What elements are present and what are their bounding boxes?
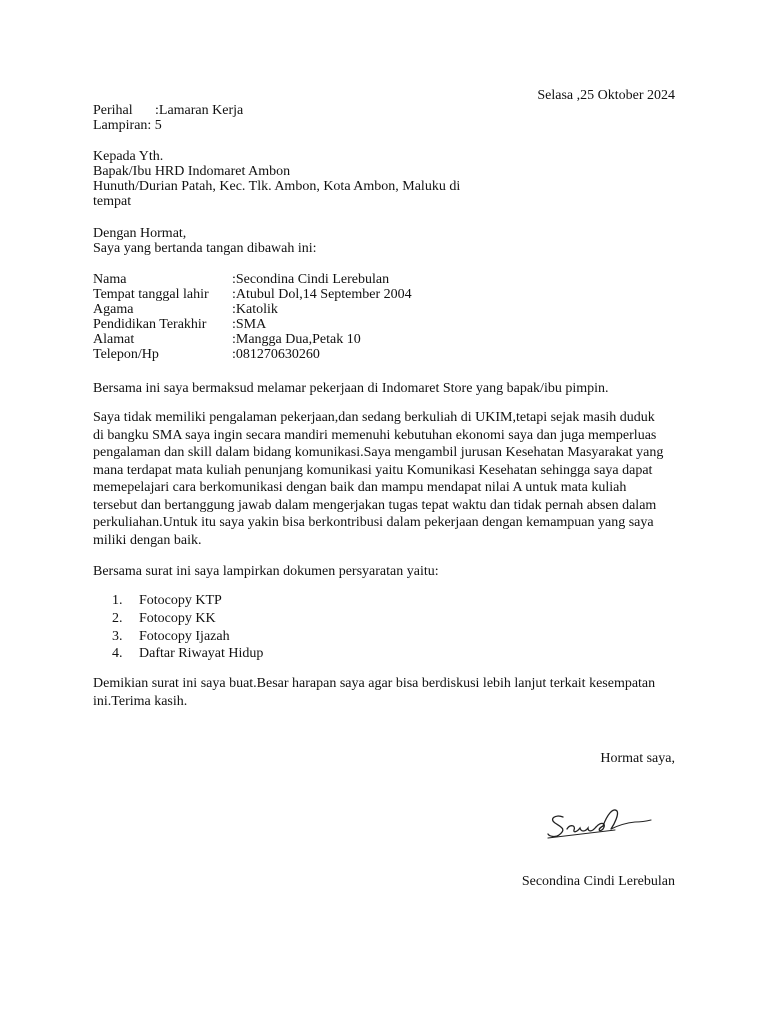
recipient-address-line1: Hunuth/Durian Patah, Kec. Tlk. Ambon, Kota Ambon, Maluku di	[93, 179, 461, 194]
paragraph-line: miliki dengan baik.	[93, 532, 202, 548]
intro-text: Saya yang bertanda tangan dibawah ini:	[93, 241, 317, 256]
documents-list	[112, 592, 263, 663]
identity-key: Agama	[93, 302, 134, 317]
recipient-block	[93, 149, 460, 209]
identity-value: :Atubul Dol,14 September 2004	[232, 287, 412, 302]
paragraph-closing	[93, 675, 683, 710]
list-item-label: Daftar Riwayat Hidup	[139, 646, 264, 662]
identity-value: :081270630260	[232, 347, 320, 362]
recipient-to: Kepada Yth.	[93, 149, 164, 164]
paragraph-line: perkuliahan.Untuk itu saya yakin bisa berkontribusi dalam pekerjaan dengan kemampuan yang saya	[93, 515, 654, 530]
greeting-block	[93, 226, 317, 256]
identity-row	[93, 287, 412, 302]
closing-salutation: Hormat saya,	[600, 751, 675, 766]
identity-value: :Katolik	[232, 302, 278, 317]
identity-value: :Mangga Dua,Petak 10	[232, 332, 361, 347]
paragraph-line: tersebut dan bertanggung jawab dalam mengerjakan tugas tepat waktu dan tidak pernah absen dalam	[93, 497, 657, 513]
list-item-label: Fotocopy KK	[139, 610, 216, 626]
paragraph-line: ini.Terima kasih.	[93, 693, 188, 709]
recipient-name: Bapak/Ibu HRD Indomaret Ambon	[93, 164, 291, 179]
identity-row	[93, 317, 412, 332]
lampiran-line: Lampiran: 5	[93, 118, 162, 133]
paragraph-experience	[93, 409, 683, 549]
paragraph-line: di bangku SMA saya ingin secara mandiri memenuhi kebutuhan ekonomi saya dan juga memperluas	[93, 427, 657, 443]
list-number: 2.	[112, 610, 123, 626]
list-item	[112, 610, 263, 628]
paragraph-line: mana terdapat mata kuliah penunjang komunikasi yaitu Komunikasi Kesehatan sehingga saya dapat	[93, 462, 653, 478]
identity-row	[93, 347, 412, 362]
paragraph-attachments-intro: Bersama surat ini saya lampirkan dokumen persyaratan yaitu:	[93, 564, 439, 579]
paragraph-line: Demikian surat ini saya buat.Besar harapan saya agar bisa berdiskusi lebih lanjut terkait kesempatan	[93, 676, 656, 691]
signature-image	[545, 805, 655, 845]
paragraph-purpose: Bersama ini saya bermaksud melamar pekerjaan di Indomaret Store yang bapak/ibu pimpin.	[93, 381, 609, 396]
paragraph-line: Saya tidak memiliki pengalaman pekerjaan,dan sedang berkuliah di UKIM,tetapi sejak masih duduk	[93, 410, 655, 425]
list-item-label: Fotocopy KTP	[139, 593, 222, 608]
perihal-value: :Lamaran Kerja	[155, 103, 244, 118]
paragraph-line: memepelajari cara berkomunikasi dengan baik dan mampu mendapat nilai A untuk mata kuliah	[93, 480, 627, 495]
list-number: 1.	[112, 593, 123, 608]
identity-key: Alamat	[93, 332, 135, 347]
list-item	[112, 592, 263, 610]
perihal-label: Perihal	[93, 103, 133, 118]
list-item-label: Fotocopy Ijazah	[139, 628, 230, 644]
identity-table	[93, 272, 412, 362]
identity-value: :SMA	[232, 317, 267, 332]
greeting: Dengan Hormat,	[93, 226, 187, 241]
list-item	[112, 628, 263, 646]
identity-key: Pendidikan Terakhir	[93, 317, 207, 332]
identity-key: Nama	[93, 272, 127, 287]
paragraph-line: pengalaman dan skill dalam bidang komunikasi.Saya mengambil jurusan Kesehatan Masyarakat yang	[93, 445, 664, 460]
identity-row	[93, 302, 412, 317]
list-item	[112, 645, 263, 663]
identity-row	[93, 332, 412, 347]
identity-key: Tempat tanggal lahir	[93, 287, 209, 302]
identity-key: Telepon/Hp	[93, 347, 159, 362]
identity-row	[93, 272, 412, 287]
list-number: 3.	[112, 628, 123, 644]
identity-value: :Secondina Cindi Lerebulan	[232, 272, 390, 287]
list-number: 4.	[112, 646, 123, 662]
subject-block	[93, 103, 243, 133]
signer-name: Secondina Cindi Lerebulan	[521, 874, 675, 889]
recipient-address-line2: tempat	[93, 194, 132, 209]
letter-date: Selasa ,25 Oktober 2024	[537, 88, 675, 103]
